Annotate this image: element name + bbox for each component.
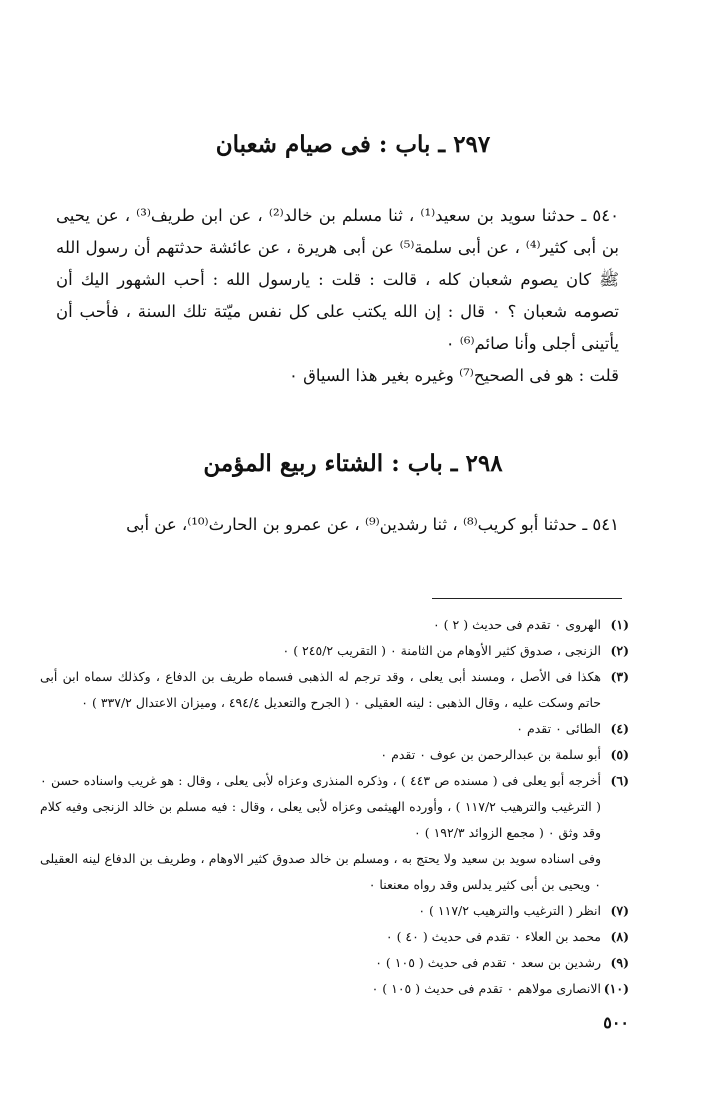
- footnotes-list: [40, 612, 629, 1002]
- footnote-number: (٥): [610, 747, 629, 762]
- footnote-item: [40, 664, 629, 716]
- hadith-541-text: ٥٤١ ـ حدثنا أبو كريب⁽⁸⁾ ، ثنا رشدين⁽⁹⁾ ، عن عمرو بن الحارث⁽¹⁰⁾، عن أبى: [126, 515, 619, 534]
- footnote-text: رشدين بن سعد ٠ تقدم فى حديث ( ١٠٥ ) ٠: [375, 955, 601, 970]
- footnote-text: وفى اسناده سويد بن سعيد ولا يحتج به ، ومسلم بن خالد صدوق كثير الاوهام ، وطريف بن الدفاع لينه العقيلى ٠ ويحيى بن أبى كثير يدلس وقد رواه معنعنا ٠: [40, 851, 601, 892]
- footnote-item: [40, 924, 629, 950]
- hadith-540-text: ٥٤٠ ـ حدثنا سويد بن سعيد⁽¹⁾ ، ثنا مسلم بن خالد⁽²⁾ ، عن ابن طريف⁽³⁾ ، عن يحيى بن أبى كثير⁽⁴⁾ ، عن أبى سلمة⁽⁵⁾ عن أبى هريرة ، عن عائشة حدثتهم أن رسول الله ﷺ كان يصوم شعبان كله ، قالت : قلت : يارسول الله : أحب الشهور اليك أن تصومه شعبان ؟ ٠ قال : إن الله يكتب على كل نفس ميّتة تلك السنة ، فأحب أن يأتينى أجلى وأنا صائم⁽⁶⁾ ٠: [56, 206, 620, 353]
- footnote-text: الهروى ٠ تقدم فى حديث ( ٢ ) ٠: [432, 617, 601, 632]
- footnote-item: [40, 768, 629, 846]
- footnote-text: الانصارى مولاهم ٠ تقدم فى حديث ( ١٠٥ ) ٠: [371, 981, 601, 996]
- chapter-297-body: [56, 200, 619, 392]
- footnote-item: [40, 612, 629, 638]
- footnote-item: [40, 950, 629, 976]
- footnote-divider: [432, 598, 622, 599]
- footnote-number: (٩): [610, 955, 629, 970]
- chapter-297-heading: ٢٩٧ ـ باب : فى صيام شعبان: [215, 131, 491, 158]
- footnote-number: (٨): [610, 929, 629, 944]
- footnote-number: (٣): [610, 669, 629, 684]
- footnote-number: (٤): [610, 721, 629, 736]
- footnote-number: (٦): [610, 773, 629, 788]
- footnote-continuation: [40, 846, 629, 898]
- hadith-540-note: قلت : هو فى الصحيح⁽⁷⁾ وغيره بغير هذا السياق ٠: [288, 366, 619, 385]
- footnote-item: [40, 898, 629, 924]
- footnote-number: (٢): [610, 643, 629, 658]
- footnote-text: أبو سلمة بن عبدالرحمن بن عوف ٠ تقدم ٠: [380, 747, 601, 762]
- footnote-text: الطائى ٠ تقدم ٠: [516, 721, 601, 736]
- chapter-298-heading: ٢٩٨ ـ باب : الشتاء ربيع المؤمن: [203, 450, 503, 477]
- footnote-text: الزنجى ، صدوق كثير الأوهام من الثامنة ٠ ( التقريب ٢٤٥/٢ ) ٠: [282, 643, 601, 658]
- footnote-item: [40, 976, 629, 1002]
- footnote-number: (٧): [610, 903, 629, 918]
- footnote-item: [40, 716, 629, 742]
- footnote-number: (١): [610, 617, 629, 632]
- footnote-number: (١٠): [603, 981, 629, 996]
- footnote-text: محمد بن العلاء ٠ تقدم فى حديث ( ٤٠ ) ٠: [385, 929, 601, 944]
- footnote-item: [40, 638, 629, 664]
- chapter-298-body: [56, 509, 619, 541]
- footnote-text: هكذا فى الأصل ، ومسند أبى يعلى ، وقد ترجم له الذهبى فسماه طريف بن الدفاع ، وكذلك سماه ابن أبى حاتم وسكت عليه ، وقال الذهبى : لينه العقيلى ٠ ( الجرح والتعديل ٤٩٤/٤ ، وميزان الاعتدال ٣٣٧/٢ ) ٠: [40, 669, 601, 710]
- page-number: ٥٠٠: [603, 1013, 629, 1032]
- footnote-text: انظر ( الترغيب والترهيب ١١٧/٢ ) ٠: [418, 903, 601, 918]
- footnote-text: أخرجه أبو يعلى فى ( مسنده ص ٤٤٣ ) ، وذكره المنذرى وعزاه لأبى يعلى ، وقال : هو غريب واسناده حسن ٠ ( الترغيب والترهيب ١١٧/٢ ) ، وأورده الهيثمى وعزاه لأبى يعلى ، وقال : فيه مسلم بن خالد الزنجى وفيه كلام وقد وثق ٠ ( مجمع الزوائد ١٩٢/٣ ) ٠: [40, 773, 601, 840]
- footnote-item: [40, 742, 629, 768]
